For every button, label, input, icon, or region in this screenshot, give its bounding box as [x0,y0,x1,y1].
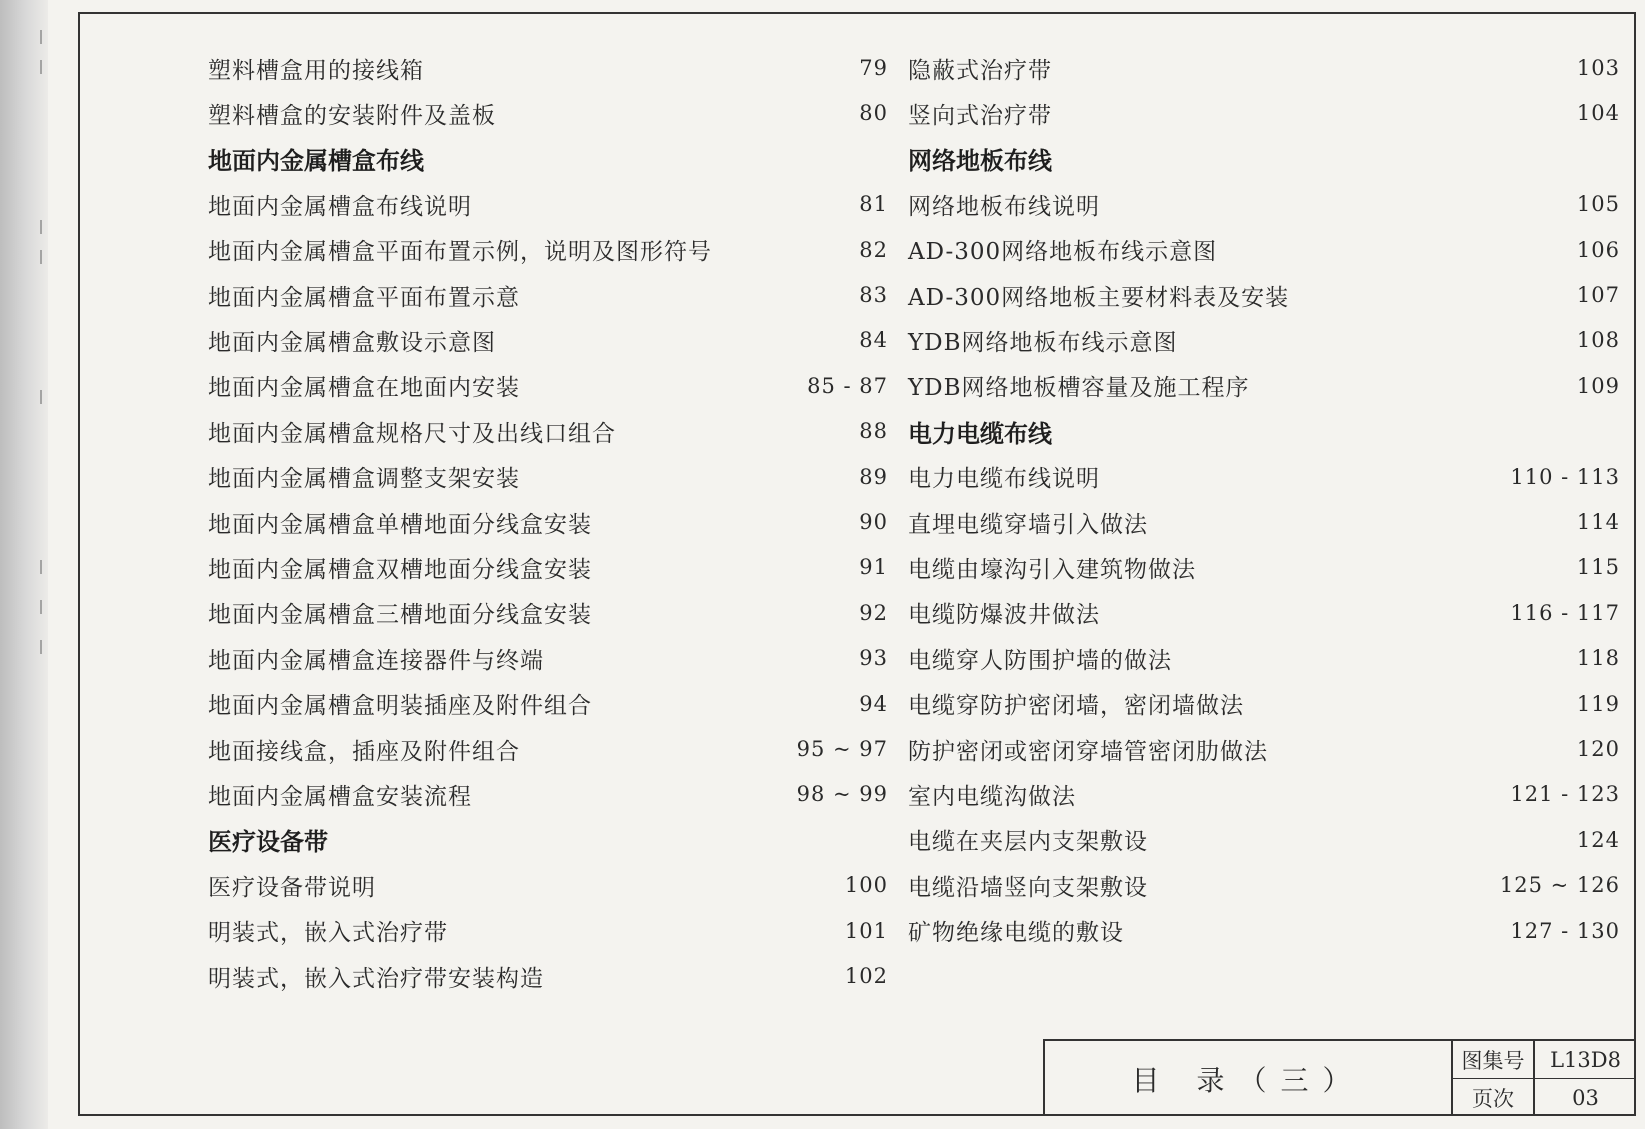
toc-entry-title: 电缆防爆波井做法 [908,602,1100,629]
toc-entry [908,48,1620,88]
toc-entry-title: 电缆由壕沟引入建筑物做法 [908,556,1196,583]
page-number-value: 03 [1572,1085,1599,1110]
toc-entry [208,93,888,133]
toc-entry [208,729,888,769]
toc-entry-title: 地面内金属槽盒布线说明 [208,193,472,220]
toc-entry [908,502,1620,542]
toc-entry [208,411,888,451]
toc-entry-page: 83 [859,283,888,307]
toc-entry [908,366,1620,406]
toc-entry [908,638,1620,678]
toc-entry-title: 地面内金属槽盒连接器件与终端 [208,647,544,674]
toc-entry-title: 电力电缆布线说明 [908,466,1100,493]
toc-entry-page: 108 [1576,328,1620,353]
toc-entry [208,275,888,315]
toc-entry-page: 89 [859,464,888,489]
toc-entry-title: 室内电缆沟做法 [908,783,1076,810]
toc-entry-page: 85 - 87 [807,373,888,398]
toc-entry [908,184,1620,224]
toc-entry [208,638,888,678]
toc-entry [908,911,1620,951]
toc-entry-title: 地面内金属槽盒双槽地面分线盒安装 [208,556,592,583]
toc-entry-page: 106 [1576,237,1620,262]
toc-entry-page: 84 [859,328,888,353]
toc-entry-page: 116 - 117 [1510,600,1620,625]
toc-entry [908,320,1620,360]
page-number-label: 页次 [1453,1079,1535,1116]
toc-entry [208,911,888,951]
toc-entry-title: 电缆穿防护密闭墙，密闭墙做法 [908,693,1244,720]
toc-entry [208,956,888,996]
atlas-number-value: L13D8 [1535,1041,1636,1079]
toc-entry [208,320,888,360]
toc-entry-page: 110 - 113 [1510,464,1620,489]
toc-entry [908,275,1620,315]
title-block-title: 目 录（三） [1045,1041,1453,1116]
drawing-frame [78,12,1636,1116]
toc-entry-title: 地面内金属槽盒明装插座及附件组合 [208,693,592,720]
toc-entry-title: 竖向式治疗带 [908,102,1052,129]
toc-entry-page: 114 [1576,510,1620,534]
toc-entry-title: 地面内金属槽盒安装流程 [208,783,472,810]
toc-entry-title: 矿物绝缘电缆的敷设 [908,920,1124,947]
toc-entry-title: AD-300网络地板布线示意图 [908,239,1218,266]
toc-entry-title: 明装式，嵌入式治疗带 [208,920,448,947]
toc-entry-title: AD-300网络地板主要材料表及安装 [908,284,1290,311]
toc-entry [908,684,1620,724]
toc-entry-page: 109 [1576,373,1620,398]
toc-entry-title: 地面内金属槽盒单槽地面分线盒安装 [208,511,592,538]
section-heading [908,411,1620,451]
toc-entry [208,547,888,587]
toc-entry-page: 115 [1576,555,1620,580]
toc-entry [908,865,1620,905]
toc-entry-page: 121 - 123 [1510,782,1620,807]
toc-entry-page: 91 [859,555,888,580]
toc-entry-page: 118 [1576,646,1620,671]
toc-entry-page: 125 ~ 126 [1499,873,1620,898]
toc-entry-title: 地面内金属槽盒敷设示意图 [208,329,496,356]
toc-entry-page: 124 [1576,827,1620,852]
section-title: 医疗设备带 [208,828,328,857]
toc-entry-page: 92 [859,600,888,625]
toc-entry-page: 102 [844,964,888,988]
toc-entry-title: 地面内金属槽盒平面布置示例，说明及图形符号 [208,239,712,266]
toc-entry-page: 82 [859,237,888,262]
toc-entry-page: 95 ~ 97 [796,737,888,761]
toc-entry-title: 塑料槽盒用的接线箱 [208,57,424,84]
toc-entry-title: 地面内金属槽盒在地面内安装 [208,375,520,402]
toc-entry-page: 93 [859,646,888,671]
toc-entry [208,593,888,633]
toc-entry-page: 100 [844,873,888,898]
toc-entry [208,48,888,88]
binding-marks [34,0,78,760]
toc-entry [208,684,888,724]
toc-entry [908,593,1620,633]
toc-entry [908,457,1620,497]
toc-entry-title: YDB网络地板布线示意图 [908,329,1178,356]
toc-entry [208,230,888,270]
toc-entry [908,547,1620,587]
toc-entry-title: 电缆在夹层内支架敷设 [908,829,1148,856]
toc-entry [908,820,1620,860]
section-heading [908,139,1620,179]
toc-entry-page: 119 [1576,691,1620,716]
toc-entry [208,457,888,497]
toc-entry-title: 地面内金属槽盒平面布置示意 [208,284,520,311]
toc-entry [908,774,1620,814]
toc-entry-page: 81 [859,192,888,217]
toc-entry-page: 94 [859,691,888,716]
toc-entry-title: 隐蔽式治疗带 [908,57,1052,84]
toc-entry [208,184,888,224]
toc-entry-title: 直埋电缆穿墙引入做法 [908,511,1148,538]
section-title: 网络地板布线 [908,147,1052,176]
toc-entry-page: 104 [1576,101,1620,126]
toc-entry-page: 120 [1576,737,1620,761]
toc-entry-title: 电缆穿人防围护墙的做法 [908,647,1172,674]
toc-entry-title: 电缆沿墙竖向支架敷设 [908,874,1148,901]
toc-entry-page: 79 [859,56,888,80]
toc-entry [208,502,888,542]
toc-entry [908,729,1620,769]
toc-entry-title: 医疗设备带说明 [208,874,376,901]
toc-entry-title: YDB网络地板槽容量及施工程序 [908,375,1250,402]
toc-entry [208,774,888,814]
section-heading [208,139,888,179]
toc-entry-page: 98 ~ 99 [796,782,888,807]
toc-entry-title: 网络地板布线说明 [908,193,1100,220]
toc-entry [208,865,888,905]
toc-entry-title: 地面内金属槽盒三槽地面分线盒安装 [208,602,592,629]
section-title: 地面内金属槽盒布线 [208,147,424,176]
toc-entry-page: 107 [1576,283,1620,307]
section-title: 电力电缆布线 [908,419,1052,448]
toc-entry-title: 地面接线盒，插座及附件组合 [208,738,520,765]
toc-entry-title: 防护密闭或密闭穿墙管密闭肋做法 [908,738,1268,765]
toc-entry-page: 90 [859,510,888,534]
toc-entry [908,93,1620,133]
toc-entry [208,366,888,406]
title-block [1043,1039,1636,1116]
section-heading [208,820,888,860]
toc-entry-page: 88 [859,419,888,444]
toc-entry-page: 105 [1576,192,1620,217]
toc-entry-page: 80 [859,101,888,126]
toc-entry-title: 明装式，嵌入式治疗带安装构造 [208,965,544,992]
toc-entry-title: 塑料槽盒的安装附件及盖板 [208,102,496,129]
toc-entry [908,230,1620,270]
toc-entry-page: 103 [1576,56,1620,80]
toc-entry-page: 127 - 130 [1510,918,1620,943]
atlas-number-label: 图集号 [1453,1041,1535,1079]
toc-entry-page: 101 [844,918,888,943]
toc-entry-title: 地面内金属槽盒规格尺寸及出线口组合 [208,420,616,447]
toc-entry-title: 地面内金属槽盒调整支架安装 [208,466,520,493]
